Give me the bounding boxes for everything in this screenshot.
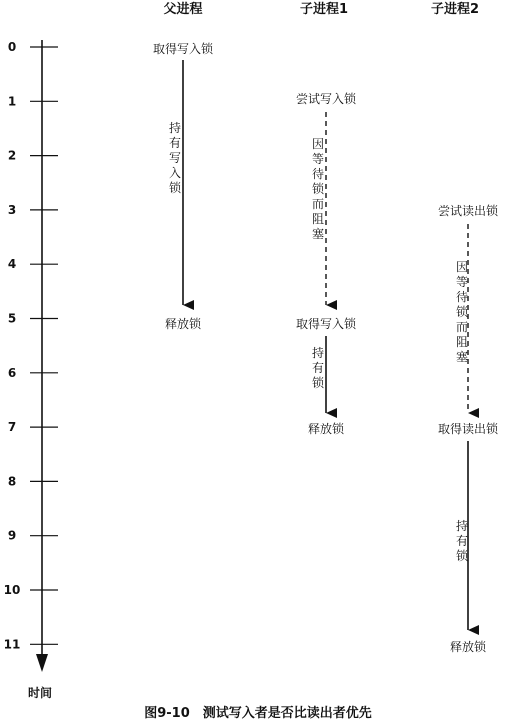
time-tick-label: 5: [7, 311, 17, 326]
time-tick-label: 7: [7, 420, 17, 435]
time-tick-label: 11: [3, 637, 21, 652]
time-tick-label: 4: [7, 257, 17, 272]
header-child-process-1: 子进程1: [299, 2, 349, 17]
child1-try-write-lock: 尝试写入锁: [295, 92, 357, 106]
parent-hold-label: 持有写入锁: [169, 121, 182, 195]
child1-acquire-write-lock: 取得写入锁: [295, 317, 357, 331]
child2-acquire-read-lock: 取得读出锁: [437, 422, 499, 436]
child2-hold-label: 持有锁: [456, 519, 469, 563]
time-tick-label: 3: [7, 202, 17, 217]
parent-acquire-write-lock: 取得写入锁: [152, 42, 214, 56]
time-tick-label: 2: [7, 148, 17, 163]
child1-blocked-label: 因等待锁而阻塞: [312, 137, 325, 241]
header-parent-process: 父进程: [163, 2, 203, 17]
child2-try-read-lock: 尝试读出锁: [437, 204, 499, 218]
time-axis-arrowhead: [36, 654, 48, 672]
figure-caption: 图9-10 测试写入者是否比读出者优先: [144, 706, 372, 721]
time-tick-label: 1: [7, 94, 17, 109]
header-child-process-2: 子进程2: [430, 2, 480, 17]
time-tick-label: 6: [7, 365, 17, 380]
child1-release-lock: 释放锁: [307, 422, 345, 436]
time-tick-label: 10: [3, 583, 21, 597]
time-tick-label: 8: [7, 474, 17, 489]
child2-blocked-label: 因等待锁而阻塞: [456, 260, 469, 364]
child2-release-lock: 释放锁: [449, 640, 487, 654]
time-tick-label: 0: [7, 40, 17, 54]
parent-release-lock: 释放锁: [164, 317, 202, 331]
time-tick-label: 9: [7, 528, 17, 543]
time-axis-label: 时间: [27, 686, 53, 700]
child1-hold-label: 持有锁: [312, 346, 325, 390]
